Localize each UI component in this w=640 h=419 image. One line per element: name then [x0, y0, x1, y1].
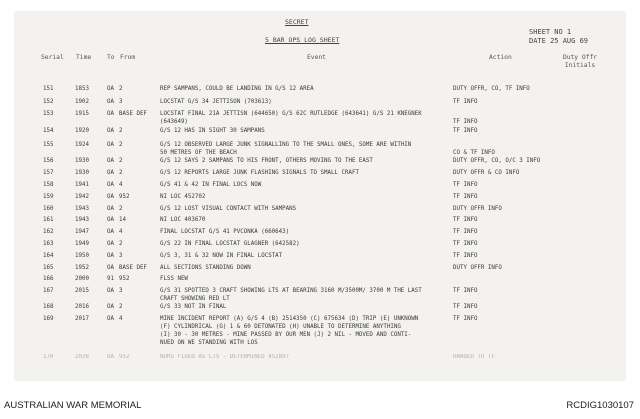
time-cell: 2017 — [75, 316, 89, 322]
action-cell: DUTY OFFR INFO — [453, 265, 502, 271]
from-cell: 4 — [119, 316, 123, 322]
log-row — [15, 170, 625, 180]
event-cell: G/S 3, 31 & 32 NOW IN FINAL LOCSTAT — [160, 253, 283, 259]
time-cell: 1930 — [75, 158, 89, 164]
time-cell: 1942 — [75, 194, 89, 200]
to-cell: OA — [107, 288, 114, 294]
to-cell: OA — [107, 253, 114, 259]
to-cell: OA — [107, 158, 114, 164]
to-cell: OA — [107, 86, 114, 92]
to-cell: OA — [107, 128, 114, 134]
to-cell: OA — [107, 229, 114, 235]
serial-cell: 169 — [43, 316, 54, 322]
from-cell: 952 — [119, 276, 130, 282]
from-cell: 2 — [119, 206, 123, 212]
serial-cell: 157 — [43, 170, 54, 176]
event-cell: NI LOC 403670 — [160, 217, 206, 223]
to-cell: OA — [107, 194, 114, 200]
action-continuation: TF INFO — [453, 119, 478, 125]
action-cell: TF INFO — [453, 316, 478, 322]
action-cell: TF INFO — [453, 194, 478, 200]
log-row — [15, 217, 625, 227]
from-cell: 4 — [119, 229, 123, 235]
event-cell: ALL SECTIONS STANDING DOWN — [160, 265, 251, 271]
action-cell: TF INFO — [453, 241, 478, 247]
to-cell: 91 — [107, 276, 114, 282]
time-cell: 1915 — [75, 111, 89, 117]
serial-cell: 158 — [43, 182, 54, 188]
event-cell: NI LOC 452702 — [160, 194, 206, 200]
sheet-number: SHEET NO 1 — [529, 28, 572, 36]
serial-cell: 163 — [43, 241, 54, 247]
time-cell: 1949 — [75, 241, 89, 247]
event-cell: NDRS FIXED AS LTS - DETERMINED 452897 — [160, 354, 290, 360]
log-row — [15, 142, 625, 156]
from-cell: 3 — [119, 253, 123, 259]
event-cell: G/S 12 OBSERVED LARGE JUNK SIGNALLING TO THE SMALL ONES, SOME ARE WITHIN — [160, 142, 412, 148]
from-cell: 4 — [119, 182, 123, 188]
time-cell: 1947 — [75, 229, 89, 235]
log-row — [15, 304, 625, 314]
time-cell: 1853 — [75, 86, 89, 92]
serial-cell: 153 — [43, 111, 54, 117]
serial-cell: 168 — [43, 304, 54, 310]
to-cell: OA — [107, 111, 114, 117]
event-continuation: (F) CYLINDRICAL (G) 1 & 60 DETONATED (H) UNABLE TO DETERMINE ANYTHING — [160, 324, 401, 330]
action-cell: TF INFO — [453, 182, 478, 188]
event-cell: REP SAMPANS, COULD BE LANDING IN G/S 12 AREA — [160, 86, 314, 92]
log-row — [15, 265, 625, 275]
serial-cell: 155 — [43, 142, 54, 148]
action-cell: DUTY OFFR INFO — [453, 206, 502, 212]
action-cell: TF INFO — [453, 253, 478, 259]
event-cell: MINE INCIDENT REPORT (A) G/S 4 (B) 2514350 (C) 675634 (D) TRIP (E) UNKNOWN — [160, 316, 419, 322]
log-row — [15, 253, 625, 263]
from-cell: BASE DEF — [119, 111, 147, 117]
time-cell: 1902 — [75, 99, 89, 105]
log-row — [15, 316, 625, 346]
time-cell: 1943 — [75, 206, 89, 212]
col-from: From — [120, 54, 136, 61]
from-cell: 2 — [119, 170, 123, 176]
serial-cell: 152 — [43, 99, 54, 105]
to-cell: OA — [107, 217, 114, 223]
to-cell: OA — [107, 170, 114, 176]
event-cell: G/S 22 IN FINAL LOCSTAT GLAGNER (642582) — [160, 241, 300, 247]
page-title: 5 BAR OPS LOG SHEET — [265, 36, 340, 44]
action-cell: HANDED TO TF — [453, 354, 495, 360]
action-cell: DUTY OFFR, CO, TF INFO — [453, 86, 530, 92]
log-row — [15, 229, 625, 239]
to-cell: OA — [107, 265, 114, 271]
time-cell: 1941 — [75, 182, 89, 188]
footer-source: AUSTRALIAN WAR MEMORIAL — [4, 400, 142, 411]
log-row — [15, 86, 625, 96]
log-row — [15, 276, 625, 286]
from-cell: 2 — [119, 158, 123, 164]
action-cell: TF INFO — [453, 217, 478, 223]
serial-cell: 161 — [43, 217, 54, 223]
event-cell: LOCSTAT G/S 34 JETTISON (703613) — [160, 99, 272, 105]
col-duty-officer: Duty Offr Initials — [562, 54, 598, 69]
col-to: To — [107, 54, 115, 61]
action-cell: TF INFO — [453, 128, 478, 134]
from-cell: 952 — [119, 354, 130, 360]
log-row — [15, 354, 625, 364]
event-cell: G/S 33 NOT IN FINAL — [160, 304, 227, 310]
time-cell: 1952 — [75, 265, 89, 271]
action-cell: TF INFO — [453, 304, 478, 310]
footer-reference: RCDIG1030107 — [566, 400, 634, 411]
from-cell: 14 — [119, 217, 126, 223]
serial-cell: 151 — [43, 86, 54, 92]
to-cell: OA — [107, 354, 114, 360]
time-cell: 1920 — [75, 128, 89, 134]
to-cell: OA — [107, 99, 114, 105]
to-cell: OA — [107, 206, 114, 212]
event-cell: G/S 41 & 42 IN FINAL LOCS NOW — [160, 182, 262, 188]
action-cell: DUTY OFFR & CO INFO — [453, 170, 520, 176]
event-continuation: (643649) — [160, 119, 188, 125]
from-cell: 2 — [119, 128, 123, 134]
col-event: Event — [307, 54, 326, 61]
log-sheet — [15, 12, 625, 380]
action-continuation: CO & TF INFO — [453, 150, 495, 156]
from-cell: 2 — [119, 142, 123, 148]
action-cell: TF INFO — [453, 288, 478, 294]
event-cell: G/S 12 LOST VISUAL CONTACT WITH SAMPANS — [160, 206, 297, 212]
log-row — [15, 241, 625, 251]
sheet-date: DATE 25 AUG 69 — [529, 37, 589, 45]
time-cell: 1943 — [75, 217, 89, 223]
action-cell: DUTY OFFR, CO, O/C 3 INFO — [453, 158, 541, 164]
log-row — [15, 194, 625, 204]
event-continuation: NUED ON WE STANDING WITH LOS — [160, 340, 258, 346]
time-cell: 1950 — [75, 253, 89, 259]
from-cell: 3 — [119, 288, 123, 294]
log-row — [15, 128, 625, 138]
log-row — [15, 111, 625, 125]
col-serial: Serial — [41, 54, 64, 61]
log-row — [15, 158, 625, 168]
event-continuation: CRAFT SHOWING RED LT — [160, 296, 230, 302]
time-cell: 2026 — [75, 354, 89, 360]
from-cell: 2 — [119, 241, 123, 247]
serial-cell: 156 — [43, 158, 54, 164]
to-cell: OA — [107, 182, 114, 188]
serial-cell: 167 — [43, 288, 54, 294]
time-cell: 1924 — [75, 142, 89, 148]
action-cell: TF INFO — [453, 229, 478, 235]
col-time: Time — [76, 54, 92, 61]
to-cell: OA — [107, 316, 114, 322]
log-row — [15, 288, 625, 302]
serial-cell: 170 — [43, 354, 54, 360]
from-cell: 2 — [119, 86, 123, 92]
event-cell: G/S 12 REPORTS LARGE JUNK FLASHING SIGNALS TO SMALL CRAFT — [160, 170, 359, 176]
event-continuation: 50 METRES OF THE BEACH — [160, 150, 237, 156]
from-cell: 952 — [119, 194, 130, 200]
event-cell: G/S 31 SPOTTED 3 CRAFT SHOWING LTS AT BEARING 3160 M/3500M/ 3700 M THE LAST — [160, 288, 422, 294]
serial-cell: 159 — [43, 194, 54, 200]
serial-cell: 166 — [43, 276, 54, 282]
event-cell: FINAL LOCSTAT G/S 41 PVCONKA (660643) — [160, 229, 290, 235]
time-cell: 2000 — [75, 276, 89, 282]
secret-label: SECRET — [285, 18, 309, 26]
from-cell: BASE DEF — [119, 265, 147, 271]
event-cell: FLSS NEW — [160, 276, 188, 282]
event-continuation: (I) 30 - 30 METRES - MINE PASSED BY OUR MEN (J) 2 NIL - MOVED AND CONTI- — [160, 332, 412, 338]
from-cell: 2 — [119, 304, 123, 310]
log-row — [15, 206, 625, 216]
serial-cell: 164 — [43, 253, 54, 259]
to-cell: OA — [107, 304, 114, 310]
log-row — [15, 99, 625, 109]
from-cell: 3 — [119, 99, 123, 105]
to-cell: OA — [107, 241, 114, 247]
serial-cell: 154 — [43, 128, 54, 134]
log-row — [15, 182, 625, 192]
to-cell: OA — [107, 142, 114, 148]
time-cell: 2016 — [75, 304, 89, 310]
event-cell: G/S 12 HAS IN SIGHT 30 SAMPANS — [160, 128, 265, 134]
time-cell: 1930 — [75, 170, 89, 176]
action-cell: TF INFO — [453, 99, 478, 105]
event-cell: LOCSTAT FINAL 21A JETTISN (644650) G/S 62C RUTLEDGE (643641) G/S 21 KNEGNEK — [160, 111, 422, 117]
serial-cell: 162 — [43, 229, 54, 235]
time-cell: 2015 — [75, 288, 89, 294]
event-cell: G/S 12 SAYS 2 SAMPANS TO HIS FRONT, OTHERS MOVING TO THE EAST — [160, 158, 373, 164]
col-action: Action — [489, 54, 512, 61]
serial-cell: 160 — [43, 206, 54, 212]
serial-cell: 165 — [43, 265, 54, 271]
